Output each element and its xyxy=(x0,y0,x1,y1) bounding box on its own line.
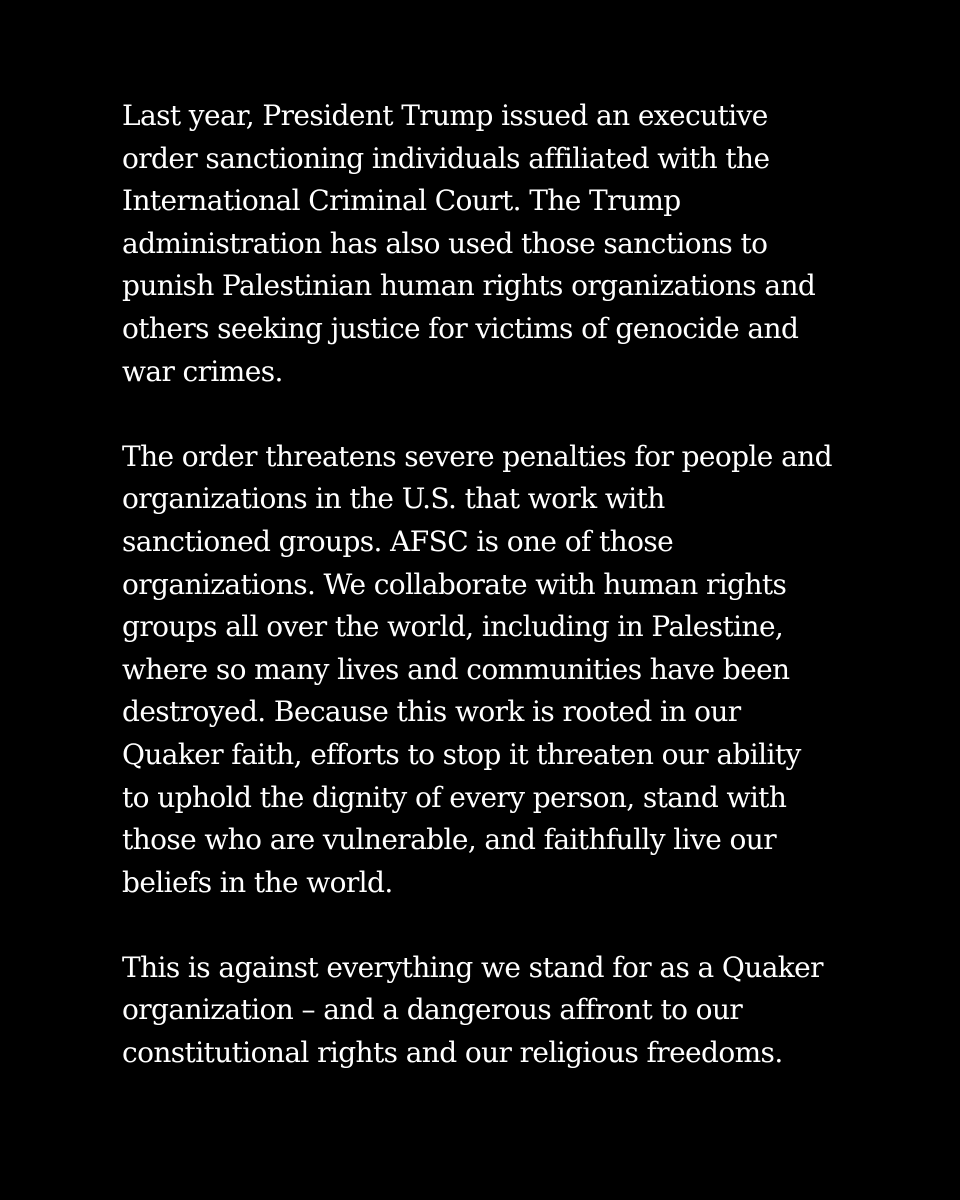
paragraph-line: constitutional rights and our religious freedoms. xyxy=(122,1036,783,1070)
paragraph-line: where so many lives and communities have been xyxy=(122,652,790,686)
paragraph-line: others seeking justice for victims of genocide and xyxy=(122,311,799,345)
paragraph-line: Quaker faith, efforts to stop it threaten our ability xyxy=(122,737,801,771)
paragraph-line: those who are vulnerable, and faithfully live our xyxy=(122,823,776,857)
paragraph-line: organization – and a dangerous affront to our xyxy=(122,993,743,1027)
paragraph-executive-order xyxy=(122,95,882,393)
paragraph-line: organizations. We collaborate with human rights xyxy=(122,567,787,601)
paragraph-line: The order threatens severe penalties for people and xyxy=(122,439,832,473)
paragraph-line: organizations in the U.S. that work with xyxy=(122,482,665,516)
paragraph-line: Last year, President Trump issued an executive xyxy=(122,99,768,132)
paragraph-line: war crimes. xyxy=(122,354,283,388)
paragraph-line: groups all over the world, including in Palestine, xyxy=(122,610,784,644)
paragraph-line: punish Palestinian human rights organizations and xyxy=(122,269,816,303)
paragraph-line: administration has also used those sanctions to xyxy=(122,226,768,260)
paragraph-line: order sanctioning individuals affiliated with the xyxy=(122,141,770,175)
statement-text xyxy=(122,95,882,1117)
paragraph-line: This is against everything we stand for as a Quaker xyxy=(122,950,823,984)
paragraph-line: sanctioned groups. AFSC is one of those xyxy=(122,524,674,558)
paragraph-quaker-values xyxy=(122,947,882,1075)
paragraph-line: beliefs in the world. xyxy=(122,865,393,899)
paragraph-penalties xyxy=(122,436,882,905)
paragraph-line: destroyed. Because this work is rooted in our xyxy=(122,695,741,729)
paragraph-line: to uphold the dignity of every person, stand with xyxy=(122,780,787,814)
paragraph-line: International Criminal Court. The Trump xyxy=(122,184,681,218)
